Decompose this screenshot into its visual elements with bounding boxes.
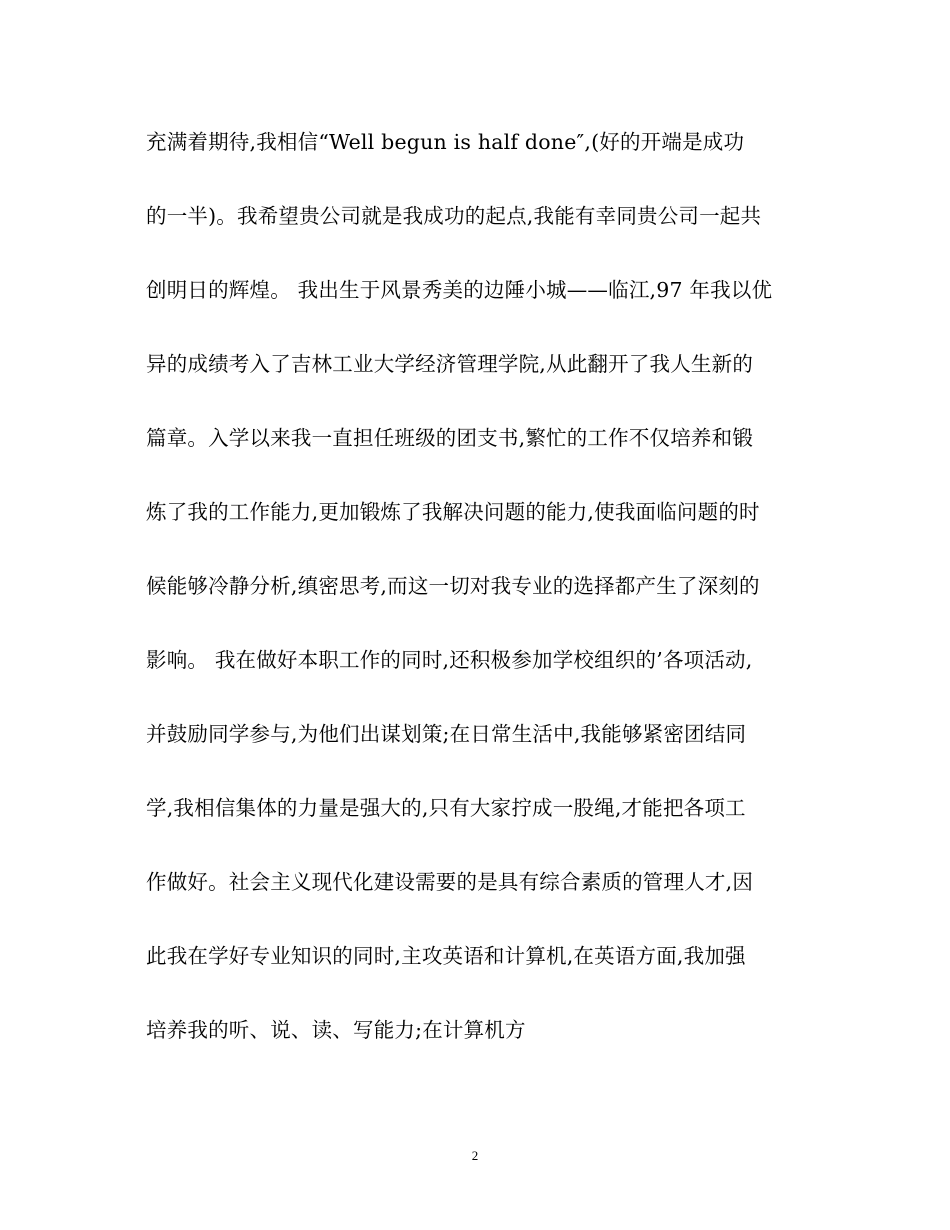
text-line: 作做好。社会主义现代化建设需要的是具有综合素质的管理人才,因: [146, 870, 754, 894]
text-line: 影响。 我在做好本职工作的同时,还积极参加学校组织的’各项活动,: [146, 648, 753, 672]
page-number: 2: [471, 1148, 479, 1163]
text-line: 并鼓励同学参与,为他们出谋划策;在日常生活中,我能够紧密团结同: [146, 722, 747, 746]
text-line: 异的成绩考入了吉林工业大学经济管理学院,从此翻开了我人生新的: [146, 352, 754, 376]
text-line: 创明日的辉煌。 我出生于风景秀美的边陲小城——临江,97 年我以优: [146, 278, 773, 302]
text-line: 学,我相信集体的力量是强大的,只有大家拧成一股绳,才能把各项工: [146, 796, 746, 820]
text-line: 培养我的听、说、读、写能力;在计算机方: [146, 1018, 526, 1042]
text-line: 充满着期待,我相信“Well begun is half done″,(好的开端是成功: [146, 130, 745, 154]
text-line: 候能够冷静分析,缜密思考,而这一切对我专业的选择都产生了深刻的: [146, 574, 760, 598]
text-line: 的一半)。我希望贵公司就是我成功的起点,我能有幸同贵公司一起共: [146, 204, 762, 228]
text-line: 篇章。入学以来我一直担任班级的团支书,繁忙的工作不仅培养和锻: [146, 426, 754, 450]
body-text: [146, 118, 806, 1080]
text-line: 炼了我的工作能力,更加锻炼了我解决问题的能力,使我面临问题的时: [146, 500, 760, 524]
text-line: 此我在学好专业知识的同时,主攻英语和计算机,在英语方面,我加强: [146, 944, 746, 968]
